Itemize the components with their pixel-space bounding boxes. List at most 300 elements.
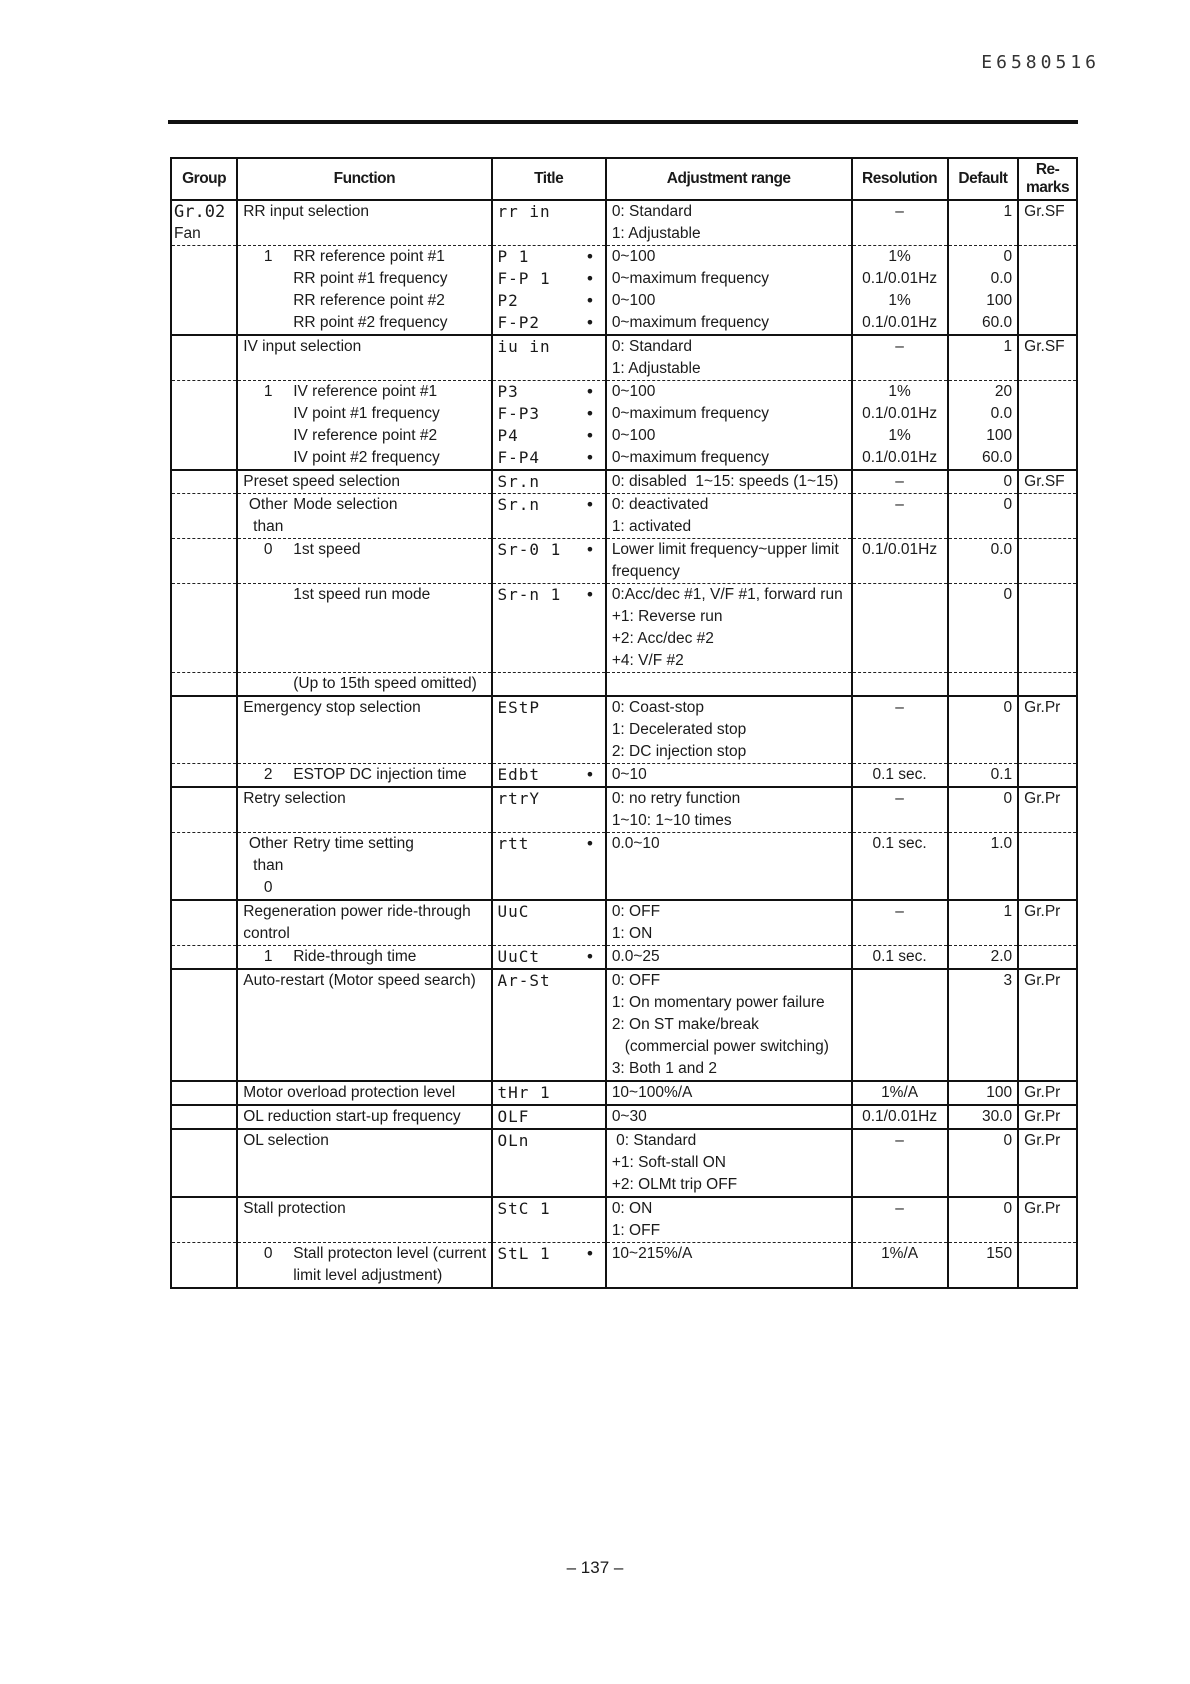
title-cell	[492, 561, 606, 584]
remarks-cell	[1018, 1036, 1077, 1058]
title-code: tHr 1	[497, 1083, 551, 1102]
function-cell	[237, 425, 491, 447]
range-cell: frequency	[606, 561, 852, 584]
table-row	[171, 741, 1077, 764]
default-cell	[948, 606, 1019, 628]
resolution-cell	[852, 650, 948, 673]
function-prefix: 1	[263, 248, 273, 265]
function-text: limit level adjustment)	[293, 1267, 443, 1284]
group-cell	[171, 584, 237, 607]
function-text: Mode selection	[293, 496, 398, 513]
table-row	[171, 606, 1077, 628]
remarks-cell: Gr.Pr	[1018, 696, 1077, 719]
remarks-cell	[1018, 223, 1077, 246]
title-cell	[492, 358, 606, 381]
range-cell: 1~10: 1~10 times	[606, 810, 852, 833]
title-cell	[492, 1152, 606, 1174]
title-cell	[492, 855, 606, 877]
range-cell: 0~100	[606, 381, 852, 404]
title-cell	[492, 335, 606, 358]
group-cell	[171, 470, 237, 494]
range-cell: 1: ON	[606, 923, 852, 946]
range-cell: 0~maximum frequency	[606, 312, 852, 335]
title-cell	[492, 539, 606, 562]
function-cell	[237, 1014, 491, 1036]
function-text: Stall protection	[243, 1200, 346, 1217]
remarks-cell	[1018, 447, 1077, 470]
group-cell	[171, 246, 237, 269]
function-text: Ride-through time	[293, 948, 417, 965]
resolution-cell	[852, 1014, 948, 1036]
title-cell	[492, 1220, 606, 1243]
header-group: Group	[171, 158, 237, 200]
function-cell	[237, 470, 491, 494]
title-cell	[492, 1265, 606, 1288]
resolution-cell	[852, 855, 948, 877]
function-cell	[237, 223, 491, 246]
remarks-cell: Gr.Pr	[1018, 787, 1077, 810]
resolution-cell: –	[852, 900, 948, 923]
function-text: RR point #2 frequency	[293, 314, 448, 331]
range-cell: 0~10	[606, 764, 852, 788]
resolution-cell: 0.1/0.01Hz	[852, 447, 948, 470]
function-text: (Up to 15th speed omitted)	[293, 675, 477, 692]
default-cell	[948, 516, 1019, 539]
function-text: IV point #2 frequency	[293, 449, 440, 466]
range-cell: 0: Standard	[606, 200, 852, 223]
title-cell	[492, 650, 606, 673]
default-cell	[948, 855, 1019, 877]
function-prefix: 2	[263, 766, 273, 783]
title-marker: •	[585, 448, 596, 467]
title-code: rtt	[497, 834, 530, 853]
remarks-cell	[1018, 764, 1077, 788]
resolution-cell: 1%/A	[852, 1243, 948, 1266]
title-cell	[492, 741, 606, 764]
function-text: Motor overload protection level	[243, 1084, 456, 1101]
function-cell	[237, 764, 491, 788]
resolution-cell	[852, 1036, 948, 1058]
resolution-cell: –	[852, 1129, 948, 1152]
default-cell	[948, 810, 1019, 833]
table-row	[171, 268, 1077, 290]
table-row	[171, 1174, 1077, 1197]
group-cell	[171, 606, 237, 628]
group-cell	[171, 447, 237, 470]
header-function: Function	[237, 158, 491, 200]
default-cell	[948, 877, 1019, 900]
title-cell	[492, 606, 606, 628]
remarks-cell	[1018, 946, 1077, 970]
remarks-cell	[1018, 290, 1077, 312]
table-row	[171, 312, 1077, 335]
default-cell: 0.0	[948, 268, 1019, 290]
group-cell	[171, 290, 237, 312]
function-cell	[237, 312, 491, 335]
title-cell	[492, 470, 606, 494]
function-text: RR point #1 frequency	[293, 270, 448, 287]
default-cell: 0.1	[948, 764, 1019, 788]
remarks-cell	[1018, 425, 1077, 447]
range-cell: 1: On momentary power failure	[606, 992, 852, 1014]
group-cell	[171, 312, 237, 335]
title-cell	[492, 268, 606, 290]
function-text: IV reference point #2	[293, 427, 438, 444]
title-code: P3	[497, 382, 519, 401]
resolution-cell: 1%	[852, 425, 948, 447]
table-row	[171, 381, 1077, 404]
function-cell	[237, 268, 491, 290]
range-cell: 0: deactivated	[606, 494, 852, 517]
function-cell	[237, 539, 491, 562]
title-cell	[492, 447, 606, 470]
title-code: UuCt	[497, 947, 541, 966]
remarks-cell	[1018, 606, 1077, 628]
resolution-cell	[852, 561, 948, 584]
function-text: Emergency stop selection	[243, 699, 421, 716]
default-cell: 100	[948, 1081, 1019, 1105]
remarks-cell	[1018, 650, 1077, 673]
group-cell	[171, 494, 237, 517]
function-cell	[237, 516, 491, 539]
title-marker: •	[585, 404, 596, 423]
default-cell: 60.0	[948, 447, 1019, 470]
default-cell: 1	[948, 335, 1019, 358]
default-cell	[948, 628, 1019, 650]
function-text: control	[243, 925, 290, 942]
default-cell: 1	[948, 200, 1019, 223]
title-code: rr in	[497, 202, 551, 221]
default-cell: 0	[948, 787, 1019, 810]
title-cell	[492, 381, 606, 404]
function-text: ESTOP DC injection time	[293, 766, 467, 783]
range-cell	[606, 673, 852, 697]
title-code: StC 1	[497, 1199, 551, 1218]
remarks-cell	[1018, 246, 1077, 269]
function-text: RR reference point #2	[293, 292, 445, 309]
title-cell	[492, 1036, 606, 1058]
group-cell	[171, 425, 237, 447]
title-cell	[492, 584, 606, 607]
function-cell	[237, 628, 491, 650]
default-cell: 0	[948, 696, 1019, 719]
default-cell: 30.0	[948, 1105, 1019, 1129]
range-cell: 0:Acc/dec #1, V/F #1, forward run	[606, 584, 852, 607]
range-cell: 0: Standard	[606, 1129, 852, 1152]
resolution-cell	[852, 516, 948, 539]
function-cell	[237, 358, 491, 381]
range-cell: 0: Standard	[606, 335, 852, 358]
function-text: Retry time setting	[293, 835, 414, 852]
group-cell	[171, 358, 237, 381]
remarks-cell: Gr.Pr	[1018, 900, 1077, 923]
range-cell: 2: On ST make/break	[606, 1014, 852, 1036]
function-cell	[237, 403, 491, 425]
title-marker: •	[585, 426, 596, 445]
remarks-cell	[1018, 810, 1077, 833]
resolution-cell: 1%/A	[852, 1081, 948, 1105]
remarks-cell: Gr.SF	[1018, 470, 1077, 494]
title-marker: •	[585, 495, 596, 514]
title-code: StL 1	[497, 1244, 551, 1263]
default-cell	[948, 1036, 1019, 1058]
remarks-cell	[1018, 992, 1077, 1014]
resolution-cell	[852, 923, 948, 946]
default-cell	[948, 741, 1019, 764]
title-code: P2	[497, 291, 519, 310]
table-row	[171, 425, 1077, 447]
table-row	[171, 1105, 1077, 1129]
title-code: F-P2	[497, 313, 541, 332]
function-cell	[237, 741, 491, 764]
function-text: IV point #1 frequency	[293, 405, 440, 422]
remarks-cell	[1018, 539, 1077, 562]
function-cell	[237, 946, 491, 970]
table-row	[171, 855, 1077, 877]
resolution-cell: 1%	[852, 246, 948, 269]
title-cell	[492, 494, 606, 517]
function-cell	[237, 1152, 491, 1174]
title-cell	[492, 1243, 606, 1266]
title-cell	[492, 246, 606, 269]
group-cell	[171, 1081, 237, 1105]
title-cell	[492, 900, 606, 923]
function-cell	[237, 787, 491, 810]
default-cell: 1	[948, 900, 1019, 923]
default-cell	[948, 992, 1019, 1014]
range-cell: 10~100%/A	[606, 1081, 852, 1105]
function-prefix: 0	[263, 1245, 273, 1262]
function-cell	[237, 290, 491, 312]
default-cell	[948, 1058, 1019, 1081]
title-cell	[492, 923, 606, 946]
title-cell	[492, 673, 606, 697]
default-cell: 0	[948, 1129, 1019, 1152]
title-cell	[492, 810, 606, 833]
title-code: F-P 1	[497, 269, 551, 288]
title-marker: •	[585, 247, 596, 266]
group-cell	[171, 381, 237, 404]
default-cell	[948, 1174, 1019, 1197]
function-cell	[237, 1129, 491, 1152]
function-cell	[237, 877, 491, 900]
default-cell	[948, 650, 1019, 673]
remarks-cell	[1018, 1058, 1077, 1081]
range-cell: 0~100	[606, 246, 852, 269]
function-prefix: Other	[248, 496, 288, 513]
resolution-cell: –	[852, 696, 948, 719]
function-text: Preset speed selection	[243, 473, 401, 490]
header-remarks: Re- marks	[1018, 158, 1077, 200]
table-header-row	[171, 158, 1077, 200]
group-cell	[171, 1129, 237, 1152]
table-row	[171, 447, 1077, 470]
group-cell	[171, 1105, 237, 1129]
range-cell: 0: no retry function	[606, 787, 852, 810]
range-cell: +1: Reverse run	[606, 606, 852, 628]
page-number: – 137 –	[566, 1558, 624, 1577]
group-cell	[171, 992, 237, 1014]
title-code: EStP	[497, 698, 541, 717]
default-cell: 150	[948, 1243, 1019, 1266]
group-cell	[171, 335, 237, 358]
default-cell: 0	[948, 246, 1019, 269]
table-row	[171, 1243, 1077, 1266]
resolution-cell	[852, 358, 948, 381]
default-cell: 0.0	[948, 403, 1019, 425]
title-cell	[492, 719, 606, 741]
title-marker: •	[585, 765, 596, 784]
resolution-cell	[852, 719, 948, 741]
title-marker: •	[585, 269, 596, 288]
title-cell	[492, 877, 606, 900]
resolution-cell: 1%	[852, 381, 948, 404]
range-cell	[606, 855, 852, 877]
default-cell	[948, 673, 1019, 697]
group-cell	[171, 1058, 237, 1081]
default-cell	[948, 223, 1019, 246]
function-cell	[237, 1081, 491, 1105]
range-cell: 0: OFF	[606, 900, 852, 923]
table-row	[171, 1058, 1077, 1081]
function-cell	[237, 923, 491, 946]
range-cell: 1: OFF	[606, 1220, 852, 1243]
remarks-cell: Gr.Pr	[1018, 1197, 1077, 1220]
function-cell	[237, 719, 491, 741]
group-cell	[171, 900, 237, 923]
table-row	[171, 1129, 1077, 1152]
document-code: E6580516	[981, 52, 1100, 73]
resolution-cell	[852, 1265, 948, 1288]
remarks-cell	[1018, 584, 1077, 607]
table-row	[171, 290, 1077, 312]
range-cell: 1: Decelerated stop	[606, 719, 852, 741]
remarks-cell	[1018, 358, 1077, 381]
table-row	[171, 787, 1077, 810]
function-cell	[237, 1058, 491, 1081]
title-code: P 1	[497, 247, 530, 266]
group-cell	[171, 946, 237, 970]
range-cell: 1: Adjustable	[606, 358, 852, 381]
resolution-cell	[852, 606, 948, 628]
title-code: iu in	[497, 337, 551, 356]
function-cell	[237, 381, 491, 404]
function-cell	[237, 650, 491, 673]
header-title: Title	[492, 158, 606, 200]
range-cell	[606, 1265, 852, 1288]
group-cell	[171, 1220, 237, 1243]
resolution-cell: 1%	[852, 290, 948, 312]
resolution-cell: –	[852, 200, 948, 223]
title-code: UuC	[497, 902, 530, 921]
resolution-cell: –	[852, 335, 948, 358]
resolution-cell	[852, 969, 948, 992]
title-cell	[492, 290, 606, 312]
table-row	[171, 696, 1077, 719]
range-cell: 3: Both 1 and 2	[606, 1058, 852, 1081]
title-code: OLn	[497, 1131, 530, 1150]
function-cell	[237, 561, 491, 584]
remarks-cell	[1018, 628, 1077, 650]
group-cell	[171, 696, 237, 719]
group-cell	[171, 403, 237, 425]
remarks-cell: Gr.Pr	[1018, 1105, 1077, 1129]
default-cell: 20	[948, 381, 1019, 404]
table-row	[171, 810, 1077, 833]
remarks-cell	[1018, 719, 1077, 741]
table-row	[171, 470, 1077, 494]
title-cell	[492, 946, 606, 970]
function-text: RR reference point #1	[293, 248, 445, 265]
remarks-cell	[1018, 877, 1077, 900]
title-cell	[492, 1174, 606, 1197]
default-cell: 2.0	[948, 946, 1019, 970]
top-rule	[168, 120, 1078, 124]
title-marker: •	[585, 382, 596, 401]
default-cell	[948, 923, 1019, 946]
function-prefix: 0	[263, 879, 273, 896]
title-marker: •	[585, 291, 596, 310]
function-cell	[237, 1243, 491, 1266]
title-cell	[492, 1014, 606, 1036]
function-text: IV input selection	[243, 338, 362, 355]
group-cell	[171, 673, 237, 697]
table-row	[171, 946, 1077, 970]
group-cell	[171, 810, 237, 833]
title-code: rtrY	[497, 789, 541, 808]
default-cell: 0	[948, 494, 1019, 517]
header-resolution: Resolution	[852, 158, 948, 200]
group-cell	[171, 923, 237, 946]
function-prefix: 0	[263, 541, 273, 558]
resolution-cell	[852, 223, 948, 246]
range-cell: +2: OLMt trip OFF	[606, 1174, 852, 1197]
range-cell: 0~maximum frequency	[606, 268, 852, 290]
remarks-cell	[1018, 268, 1077, 290]
table-row	[171, 403, 1077, 425]
title-cell	[492, 833, 606, 856]
table-row	[171, 877, 1077, 900]
function-cell	[237, 855, 491, 877]
resolution-cell: 0.1/0.01Hz	[852, 1105, 948, 1129]
range-cell: 0: disabled 1~15: speeds (1~15)	[606, 470, 852, 494]
table-row	[171, 223, 1077, 246]
table-row	[171, 358, 1077, 381]
range-cell: 0~30	[606, 1105, 852, 1129]
resolution-cell	[852, 1152, 948, 1174]
table-row	[171, 584, 1077, 607]
table-row	[171, 673, 1077, 697]
default-cell: 1.0	[948, 833, 1019, 856]
function-cell	[237, 447, 491, 470]
resolution-cell: –	[852, 787, 948, 810]
title-code: Edbt	[497, 765, 541, 784]
resolution-cell	[852, 628, 948, 650]
group-cell	[171, 1265, 237, 1288]
range-cell: 0: Coast-stop	[606, 696, 852, 719]
range-cell: 1: Adjustable	[606, 223, 852, 246]
title-cell	[492, 1129, 606, 1152]
range-cell: +4: V/F #2	[606, 650, 852, 673]
range-cell: Lower limit frequency~upper limit	[606, 539, 852, 562]
group-cell	[171, 1174, 237, 1197]
resolution-cell: –	[852, 1197, 948, 1220]
function-cell	[237, 900, 491, 923]
group-cell	[171, 1036, 237, 1058]
range-cell: +1: Soft-stall ON	[606, 1152, 852, 1174]
title-cell	[492, 403, 606, 425]
table-row	[171, 833, 1077, 856]
